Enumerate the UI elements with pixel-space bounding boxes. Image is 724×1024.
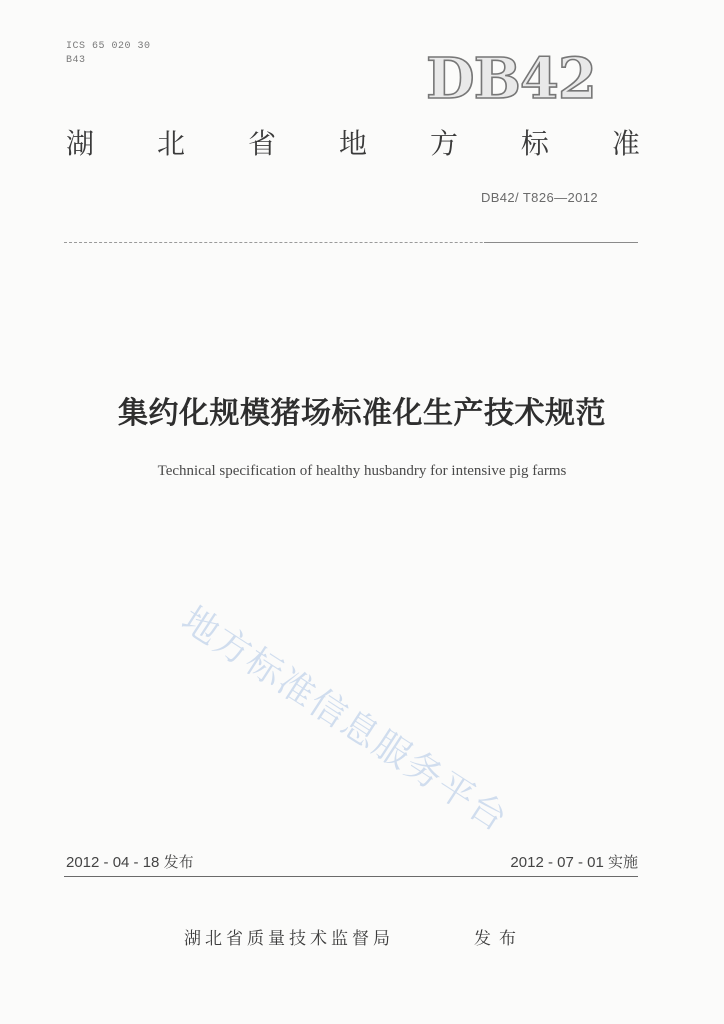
standard-number: DB42/ T826—2012 <box>480 190 598 205</box>
header-divider-solid <box>484 242 638 243</box>
db42-logo: DB42 <box>426 46 596 112</box>
standard-type-char: 地 <box>338 127 367 160</box>
standard-type-char: 准 <box>611 127 640 160</box>
standard-type-char: 省 <box>247 127 276 160</box>
publisher-name: 湖北省质量技术监督局 <box>184 929 394 949</box>
document-title-chinese: 集约化规模猪场标准化生产技术规范 <box>118 396 606 431</box>
class-code: B43 <box>66 55 86 66</box>
standard-type-char: 方 <box>429 127 458 160</box>
standard-type-char: 标 <box>520 127 549 160</box>
standard-type-char: 北 <box>156 127 185 160</box>
footer-divider <box>64 876 638 877</box>
classification-codes <box>66 40 151 68</box>
document-title-english: Technical specification of healthy husbandry for intensive pig farms <box>157 463 567 479</box>
issue-date: 2012 - 04 - 18 发布 <box>66 854 194 871</box>
watermark: 地方标准信息服务平台 <box>174 599 516 841</box>
standard-type-char: 湖 <box>66 127 95 160</box>
publish-action: 发布 <box>474 929 524 949</box>
ics-code: ICS 65 020 30 <box>66 41 151 52</box>
standard-type-heading <box>66 126 640 162</box>
implementation-date: 2012 - 07 - 01 实施 <box>510 854 638 871</box>
